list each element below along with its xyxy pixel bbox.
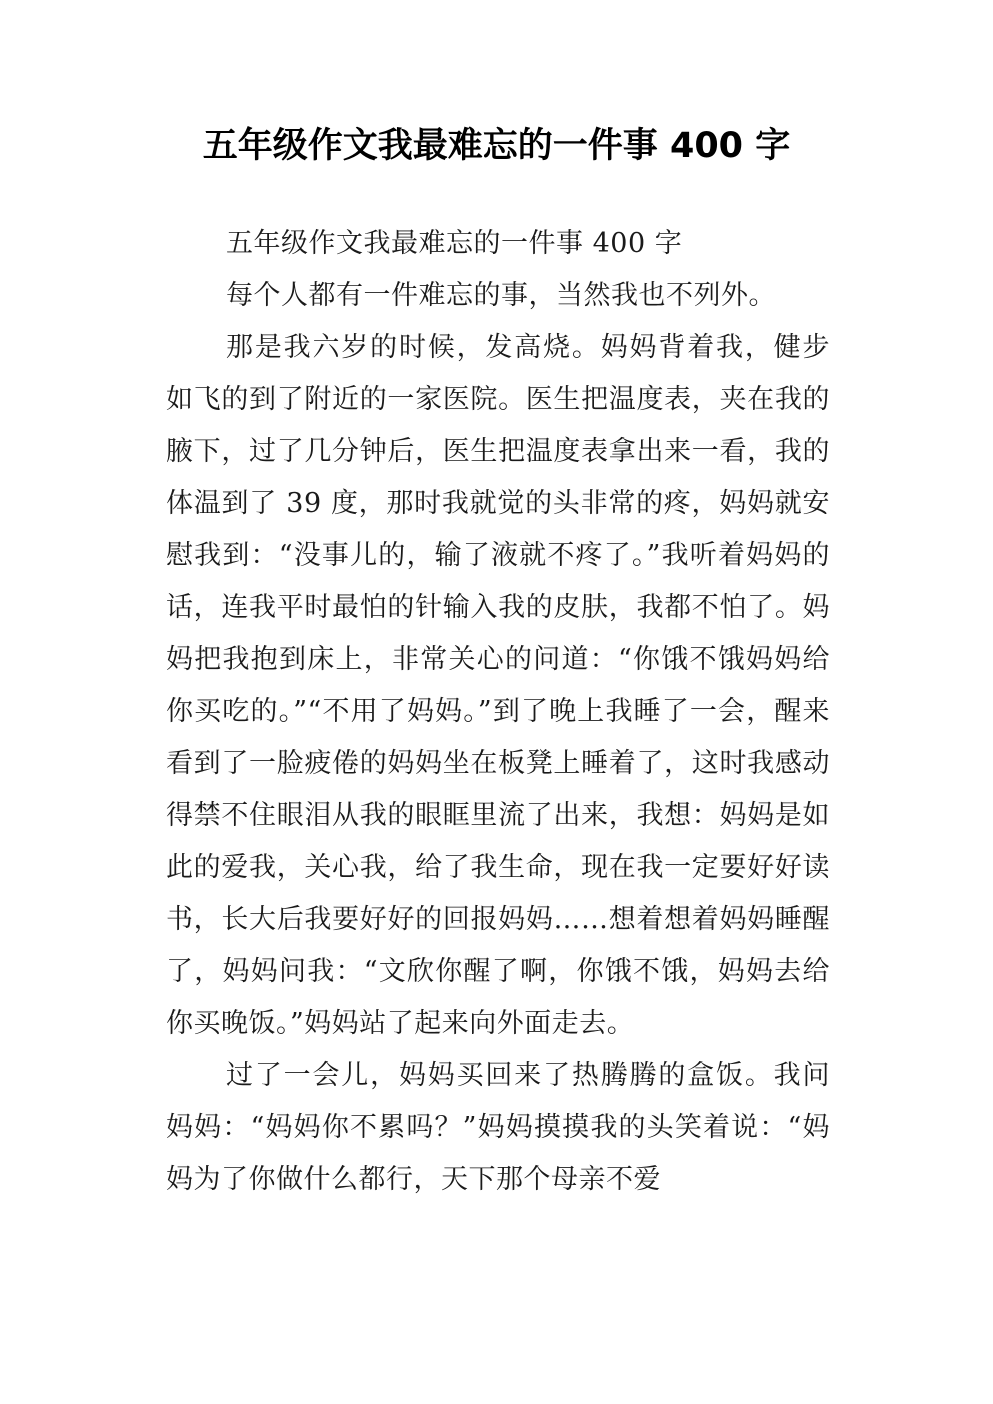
document-title: 五年级作文我最难忘的一件事 400 字 [202, 126, 791, 166]
paragraph-story: 那是我六岁的时候，发高烧。妈妈背着我，健步如飞的到了附近的一家医院。医生把温度表，夹在我的腋下，过了几分钟后，医生把温度表拿出来一看，我的体温到了 39 度，那时我就觉的头非常的疼，妈妈就安慰我到：“没事儿的，输了液就不疼了。”我听着妈妈的话，连我平时最怕的针输入我的皮肤，我都不怕了。妈妈把我抱到床上，非常关心的问道：“你饿不饿妈妈给你买吃的。”“不用了妈妈。”到了晚上我睡了一会，醒来看到了一脸疲倦的妈妈坐在板凳上睡着了，这时我感动得禁不住眼泪从我的眼眶里流了出来，我想：妈妈是如此的爱我，关心我，给了我生命，现在我一定要好好读书，长大后我要好好的回报妈妈……想着想着妈妈睡醒了，妈妈问我：“文欣你醒了啊，你饿不饿，妈妈去给你买晚饭。”妈妈站了起来向外面走去。 [166, 332, 830, 1039]
paragraph-intro: 每个人都有一件难忘的事，当然我也不列外。 [226, 280, 776, 311]
paragraph-heading: 五年级作文我最难忘的一件事 400 字 [226, 228, 683, 259]
paragraph-continuation: 过了一会儿，妈妈买回来了热腾腾的盒饭。我问妈妈：“妈妈你不累吗？”妈妈摸摸我的头笑着说：“妈妈为了你做什么都行，天下那个母亲不爱 [166, 1060, 830, 1195]
document-body [166, 218, 830, 1206]
